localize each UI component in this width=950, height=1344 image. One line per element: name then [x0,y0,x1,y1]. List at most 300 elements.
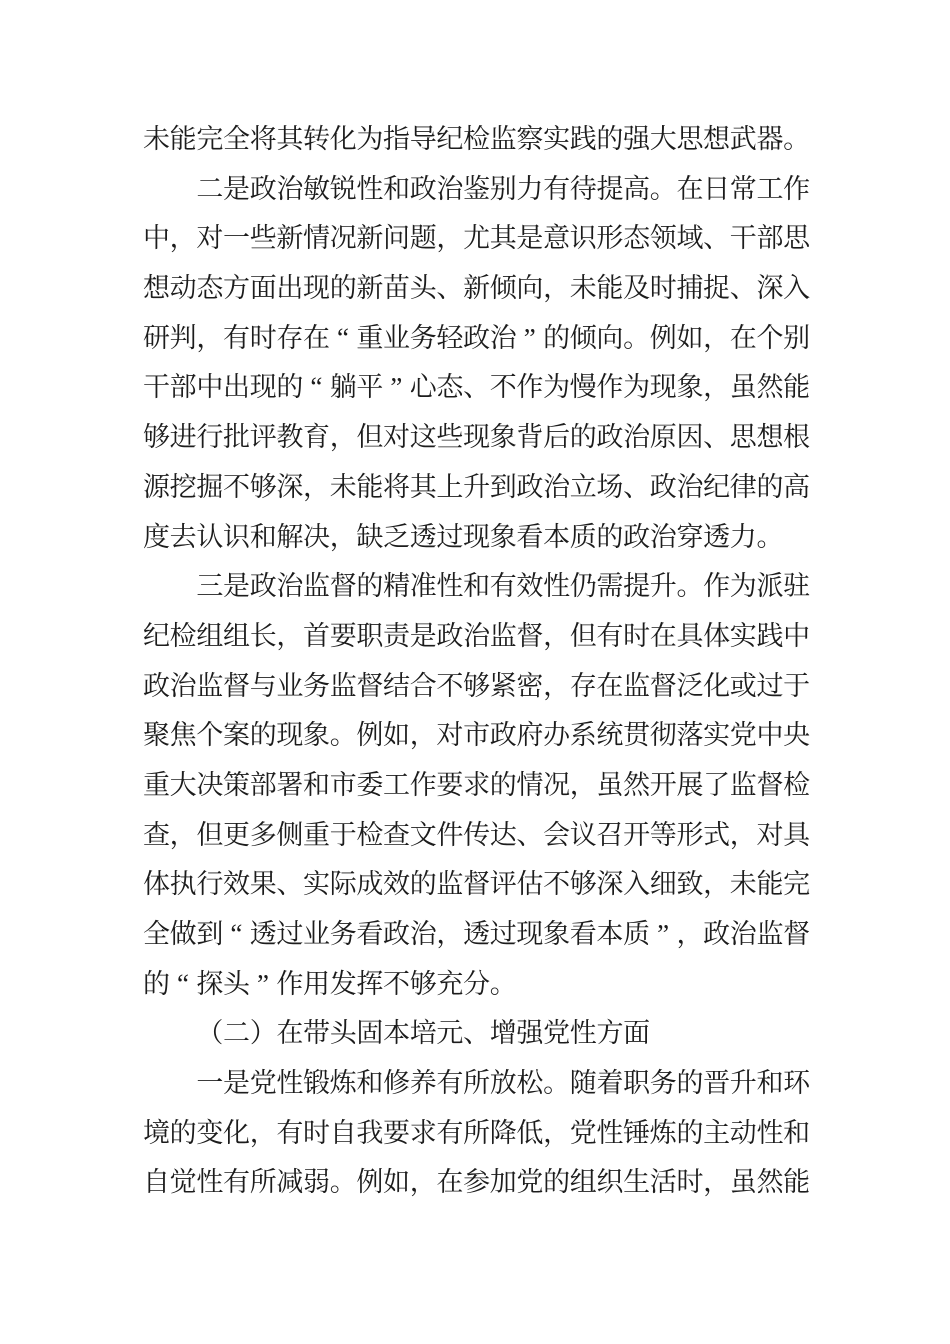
character-cell: 。 [329,720,357,751]
character-cell: 原 [649,422,677,453]
character-cell: 重 [303,819,331,850]
character-cell: 强 [516,1018,544,1049]
character-cell: 精 [383,571,411,602]
character-cell: 。 [649,173,677,204]
section-heading-line [143,1009,810,1059]
character-cell: 象 [676,372,704,403]
character-cell: 主 [703,1117,731,1148]
character-cell: 捉 [703,273,731,304]
character-cell: 查 [143,819,170,850]
character-cell: 对 [756,819,784,850]
character-cell: 新 [276,223,304,254]
character-cell: 评 [249,422,277,453]
character-cell: 现 [303,273,331,304]
character-cell: ， [543,670,571,701]
character-cell: 深 [756,273,784,304]
character-cell: 重 [356,322,384,353]
character-cell: 紧 [489,670,517,701]
character-cell: 的 [249,720,277,751]
character-cell: 思 [729,422,757,453]
character-cell: 性 [569,1018,597,1049]
character-cell: 需 [596,571,624,602]
character-cell: 能 [756,869,784,900]
character-cell: 于 [329,819,357,850]
character-cell: 性 [196,1167,224,1198]
character-cell: “ [177,968,189,999]
character-cell: 这 [409,422,437,453]
character-cell: 求 [409,1117,437,1148]
character-cell: 政 [516,471,544,502]
body-text-line [143,363,810,413]
character-cell: 放 [489,1068,517,1099]
character-cell: 治 [623,422,651,453]
character-cell: 务 [329,919,357,949]
character-cell: 实 [303,869,331,900]
character-cell: ， [169,223,197,254]
character-cell: 场 [596,471,624,502]
character-cell: 政 [143,670,170,701]
body-text-line [143,612,810,662]
character-cell: 如 [383,720,411,751]
character-cell: 升 [649,571,677,602]
character-cell: 提 [596,173,624,204]
character-cell: 政 [623,521,651,552]
character-cell: 炼 [329,1068,357,1099]
character-cell: 式 [703,819,731,850]
character-cell: 和 [356,1068,384,1099]
character-cell: 治 [409,919,437,949]
character-cell: 的 [409,869,437,900]
character-cell: 监 [623,670,651,701]
character-cell: 、 [463,372,491,403]
character-cell: 象 [303,720,331,751]
character-cell: 时 [676,1167,704,1198]
character-cell: 能 [596,273,624,304]
character-cell: 责 [383,620,411,651]
character-cell: 锐 [329,173,357,204]
character-cell: 或 [729,670,757,701]
body-text-line [143,562,810,612]
character-cell: 际 [329,869,357,900]
character-cell: 践 [569,124,597,154]
character-cell: 如 [383,1167,411,1198]
body-text-line [143,314,810,364]
character-cell: 治 [729,919,757,949]
character-cell: 教 [276,422,304,453]
character-cell: 。 [489,968,517,999]
character-cell: 多 [249,819,277,850]
character-cell: 的 [543,322,571,353]
character-cell: 锻 [303,1068,331,1099]
character-cell: 识 [223,521,251,552]
character-cell: 有 [223,1167,251,1198]
character-cell: 全 [143,919,170,949]
character-cell: 。 [543,1068,571,1099]
character-cell: 新 [356,223,384,254]
character-cell: 根 [783,422,811,453]
character-cell: 轻 [436,322,464,353]
character-cell: 、 [463,1018,491,1049]
character-cell: 看 [356,919,384,949]
character-cell: 和 [756,1068,784,1099]
character-cell: 入 [623,869,651,900]
character-cell: 文 [409,819,437,850]
character-cell: 督 [329,571,357,602]
character-cell: 党 [249,1068,277,1099]
character-cell: 和 [783,1117,811,1148]
body-text-line [143,115,810,165]
character-cell: 政 [489,720,517,751]
character-cell: “ [310,372,323,403]
character-cell: 是 [223,173,251,204]
character-cell: 仍 [569,571,597,602]
character-cell: 在 [596,670,624,701]
character-cell: 监 [303,571,331,602]
character-cell: 域 [676,223,704,254]
character-cell: 个 [756,322,784,353]
body-text-line [143,264,810,314]
character-cell: 体 [143,869,170,900]
character-cell: 纪 [703,471,731,502]
character-cell: ， [703,869,731,900]
character-cell: 时 [303,1117,331,1148]
body-text-line [143,214,810,264]
character-cell: 领 [649,223,677,254]
character-cell: 况 [543,769,571,800]
character-cell: 落 [676,720,704,751]
character-cell: 召 [596,819,624,850]
character-cell: 情 [516,769,544,800]
character-cell: 政 [409,173,437,204]
character-cell: 化 [329,124,357,154]
character-cell: 作 [596,372,624,403]
character-cell: 性 [356,173,384,204]
body-text-line [143,1158,810,1208]
character-cell: 估 [516,869,544,900]
character-cell: 不 [543,869,571,900]
body-text-line [143,860,810,910]
character-cell: 环 [783,1068,811,1099]
character-cell: 入 [783,273,811,304]
character-cell: 意 [543,223,571,254]
character-cell: 。 [756,521,784,552]
character-cell: 办 [543,720,571,751]
character-cell: 中 [783,620,811,651]
character-cell: 泛 [676,670,704,701]
character-cell: 侧 [276,819,304,850]
character-cell: 弱 [303,1167,331,1198]
character-cell: 有 [223,322,251,353]
character-cell: 捕 [676,273,704,304]
character-cell: 行 [196,869,224,900]
character-cell: 乏 [383,521,411,552]
character-cell: 工 [383,769,411,800]
character-cell: 育 [303,422,331,453]
character-cell: 有 [543,173,571,204]
character-cell: 的 [676,1117,704,1148]
character-cell: 个 [196,720,224,751]
character-cell: 监 [196,670,224,701]
character-cell: 现 [249,372,277,403]
character-cell: 和 [249,521,277,552]
character-cell: 有 [436,1117,464,1148]
character-cell: 着 [596,1068,624,1099]
character-cell: 长 [249,620,277,651]
character-cell: 一 [223,223,251,254]
character-cell: 过 [489,919,517,949]
character-cell: 透 [703,521,731,552]
character-cell: 监 [436,869,464,900]
character-cell: 性 [436,571,464,602]
character-cell: 作 [409,769,437,800]
character-cell: 治 [543,471,571,502]
character-cell: 具 [676,620,704,651]
character-cell: 部 [756,223,784,254]
character-cell: ， [676,919,704,949]
character-cell: ， [409,720,437,751]
character-cell: 器 [756,124,784,154]
character-cell: 治 [463,620,491,651]
character-cell: 有 [596,620,624,651]
character-cell: 的 [276,372,304,403]
character-cell: 和 [383,173,411,204]
character-cell: 缺 [356,521,384,552]
character-cell: 慢 [569,372,597,403]
character-cell: “ [337,322,350,353]
character-cell: 和 [303,769,331,800]
character-cell: 看 [516,521,544,552]
character-cell: 决 [196,769,224,800]
character-cell: 性 [596,1117,624,1148]
character-cell: 政 [463,322,491,353]
character-cell: 业 [276,670,304,701]
character-cell: 。 [783,124,811,154]
character-cell: 减 [276,1167,304,1198]
character-cell: 、 [703,223,731,254]
character-cell: 自 [329,1117,357,1148]
character-cell: 苗 [383,273,411,304]
character-cell: 督 [356,670,384,701]
character-cell: 够 [249,471,277,502]
character-cell: 带 [303,1018,331,1049]
character-cell: 其 [489,223,517,254]
character-cell: 的 [596,521,624,552]
character-cell: 虽 [596,769,624,800]
character-cell: 政 [249,571,277,602]
character-cell: 存 [276,322,304,353]
character-cell: 央 [783,720,811,751]
character-cell: 等 [649,819,677,850]
character-cell: 对 [436,720,464,751]
character-cell: 职 [356,620,384,651]
body-text-line [143,711,810,761]
character-cell: 、 [703,422,731,453]
character-cell: 看 [569,919,597,949]
character-cell: 升 [463,471,491,502]
character-cell: 监 [329,670,357,701]
character-cell: 作 [276,968,304,999]
character-cell: 达 [489,819,517,850]
character-cell: 首 [303,620,331,651]
character-cell: 一 [196,1068,224,1099]
character-cell: 强 [623,124,651,154]
character-cell: 本 [383,1018,411,1049]
character-cell: 的 [543,1167,571,1198]
character-cell: 背 [516,422,544,453]
character-cell: 政 [596,422,624,453]
character-cell: “ [230,919,243,949]
character-cell: 本 [543,521,571,552]
character-cell: 部 [169,372,197,403]
character-cell: ， [543,620,571,651]
character-cell: 检 [169,620,197,651]
character-cell: 监 [489,124,517,154]
character-cell: 现 [516,919,544,949]
character-cell: 化 [223,1117,251,1148]
character-cell: 大 [649,124,677,154]
character-cell: 然 [756,372,784,403]
character-cell: 市 [329,769,357,800]
character-cell: 检 [783,769,811,800]
character-cell: 所 [463,1068,491,1099]
character-cell: 武 [729,124,757,154]
character-cell: 去 [169,521,197,552]
character-cell: 在 [729,322,757,353]
character-cell: 策 [223,769,251,800]
character-cell: 透 [463,919,491,949]
character-cell: 治 [676,471,704,502]
character-cell: 够 [409,968,437,999]
character-cell: 质 [623,919,651,949]
character-cell: 平 [356,372,384,403]
character-cell: 与 [249,670,277,701]
character-cell: 问 [383,223,411,254]
character-cell: 察 [516,124,544,154]
character-cell: 加 [489,1167,517,1198]
character-cell: 效 [383,869,411,900]
character-cell: 向 [596,322,624,353]
character-cell: 全 [223,124,251,154]
character-cell: 做 [169,919,197,949]
character-cell: 心 [409,372,437,403]
character-cell: 为 [356,124,384,154]
character-cell: 如 [676,322,704,353]
character-cell: 决 [303,521,331,552]
character-cell: 自 [143,1167,170,1198]
character-cell: 象 [543,919,571,949]
character-cell: 开 [623,819,651,850]
character-cell: 纪 [143,620,170,651]
character-cell: 性 [756,1117,784,1148]
character-cell: 结 [383,670,411,701]
character-cell: 委 [356,769,384,800]
character-cell: 识 [569,223,597,254]
character-cell: 是 [409,620,437,651]
character-cell: 中 [756,720,784,751]
character-cell: ， [329,521,357,552]
character-cell: 其 [409,471,437,502]
character-cell: 。 [623,322,651,353]
character-cell: 象 [489,521,517,552]
character-cell: 贯 [623,720,651,751]
character-cell: 件 [436,819,464,850]
character-cell: 了 [703,769,731,800]
character-cell: 、 [516,819,544,850]
character-cell: 松 [516,1068,544,1099]
character-cell: 进 [169,422,197,453]
character-cell: ， [703,322,731,353]
character-cell: 养 [409,1068,437,1099]
character-cell: （ [196,1018,224,1049]
body-text-line [143,1059,810,1109]
character-cell: 完 [783,869,811,900]
character-cell: 组 [196,620,224,651]
character-cell: 、 [729,273,757,304]
character-cell: 务 [409,322,437,353]
character-cell: 够 [463,670,491,701]
character-cell: 三 [196,571,224,602]
character-cell: ， [169,819,197,850]
character-cell: 的 [329,273,357,304]
character-cell: 督 [223,670,251,701]
character-cell: 导 [409,124,437,154]
character-cell: ， [196,322,224,353]
character-cell: 面 [249,273,277,304]
character-cell: 督 [649,670,677,701]
character-cell: 督 [516,620,544,651]
character-cell: 头 [409,273,437,304]
character-cell: 为 [729,571,757,602]
character-cell: 质 [569,521,597,552]
character-cell: 。 [329,1167,357,1198]
character-cell: 系 [569,720,597,751]
character-cell: 的 [596,124,624,154]
character-cell: 倾 [489,273,517,304]
character-cell: 倾 [569,322,597,353]
character-cell: 的 [489,769,517,800]
character-cell: ” [657,919,670,949]
character-cell: 焦 [169,720,197,751]
character-cell: 开 [649,769,677,800]
character-cell: 于 [783,670,811,701]
character-cell: 增 [489,1018,517,1049]
character-cell: 派 [756,571,784,602]
character-cell: ） [249,1018,277,1049]
body-text-line [143,811,810,861]
character-cell: 时 [249,322,277,353]
character-cell: 思 [676,124,704,154]
character-cell: 化 [703,670,731,701]
character-cell: 不 [436,670,464,701]
body-text-line [143,513,810,563]
character-cell: 题 [409,223,437,254]
character-cell: 所 [249,1167,277,1198]
character-cell: 降 [489,1117,517,1148]
character-cell: 提 [623,571,651,602]
character-cell: 的 [143,968,170,999]
character-cell: 检 [463,124,491,154]
character-cell: 能 [356,471,384,502]
body-text-line [143,165,810,215]
character-cell: 督 [463,869,491,900]
character-cell: 为 [543,372,571,403]
character-cell: 躺 [329,372,357,403]
character-cell: 待 [569,173,597,204]
character-cell: ， [729,819,757,850]
character-cell: 、 [276,869,304,900]
character-cell: 在 [436,1167,464,1198]
character-cell: 行 [196,422,224,453]
